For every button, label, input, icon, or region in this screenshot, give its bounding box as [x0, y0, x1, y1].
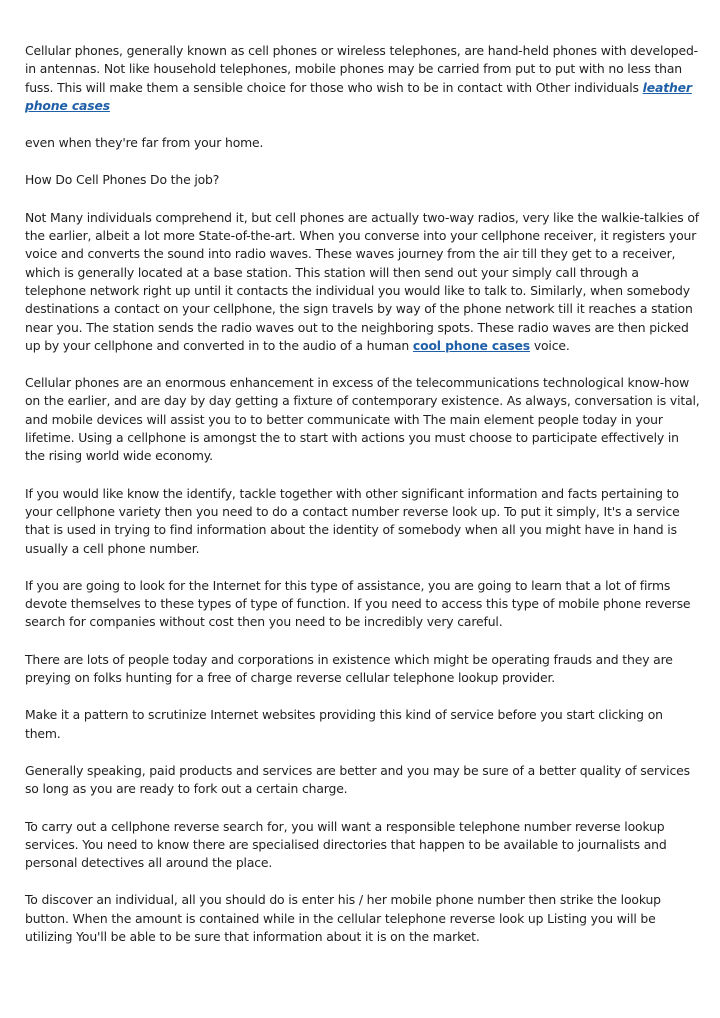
paragraph-away-from-home: even when they're far from your home.	[25, 135, 264, 151]
paragraph-paid-services: Generally speaking, paid products and services are better and you may be sure of a better quality of services so long as you are ready to fork out a certain charge.	[25, 762, 690, 797]
paragraph-how-phones-work	[25, 209, 700, 355]
paragraph-internet-search: If you are going to look for the Internet for this type of assistance, you are going to learn that a lot of firms devote themselves to these types of type of function. If you need to access this type of mobile phone reverse search for companies without cost then you need to be incredibly very careful.	[25, 577, 691, 630]
paragraph-text-after: voice.	[530, 337, 570, 353]
link-leather-phone-cases[interactable]: leather phone cases	[25, 79, 692, 113]
paragraph-text: Not Many individuals comprehend it, but cell phones are actually two-way radios, very like the walkie-talkies of the earlier, albeit a lot more State-of-the-art. When you converse into your cellphone receiver, it registers your voice and converts the sound into radio waves. These waves journey from the air till they get to a receiver, which is generally located at a base station. This station will then send out your simply call through a telephone network right up until it contacts the individual you would like to talk to. Similarly, when somebody destinations a contact on your cellphone, the sign travels by way of the phone network till it reaches a station near you. The station sends the radio waves out to the neighboring spots. These radio waves are then picked up by your cellphone and converted in to the audio of a human	[25, 209, 699, 353]
paragraph-scrutinize: Make it a pattern to scrutinize Internet websites providing this kind of service before you start clicking on them.	[25, 707, 663, 741]
paragraph-enhancement: Cellular phones are an enormous enhancement in excess of the telecommunications technological know-how on the earlier, and are day by day getting a fixture of contemporary existence. As always, conversation is vital, and mobile devices will assist you to to better communicate with The main element people today in your lifetime. Using a cellphone is amongst the to start with actions you must choose to participate effectively in the rising world wide economy.	[25, 375, 700, 464]
paragraph-intro	[25, 42, 700, 115]
paragraph-directories: To carry out a cellphone reverse search for, you will want a responsible telephone number reverse lookup services. You need to know there are specialised directories that happen to be available to journalists and personal detectives all around the place.	[25, 818, 667, 871]
link-cool-phone-cases[interactable]: cool phone cases	[412, 337, 531, 353]
paragraph-discover: To discover an individual, all you should do is enter his / her mobile phone number then strike the lookup button. When the amount is contained while in the cellular telephone reverse look up Listing you will be utilizing You'll be able to be sure that information about it is on the market.	[25, 892, 661, 944]
paragraph-frauds: There are lots of people today and corporations in existence which might be operating frauds and they are preying on folks hunting for a free of charge reverse cellular telephone lookup provider.	[25, 651, 673, 686]
paragraph-reverse-lookup: If you would like know the identify, tackle together with other significant information and facts pertaining to your cellphone variety then you need to do a contact number reverse look up. To put it simply, It's a service that is used in trying to find information about the identity of somebody when all you might have in hand is usually a cell phone number.	[25, 485, 680, 556]
section-question: How Do Cell Phones Do the job?	[25, 172, 220, 188]
paragraph-text: Cellular phones, generally known as cell phones or wireless telephones, are hand-held phones with developed-in antennas. Not like household telephones, mobile phones may be carried from put to put with no less than fuss. This will make them a sensible choice for those who wish to be in contact with Other individuals	[25, 43, 698, 95]
